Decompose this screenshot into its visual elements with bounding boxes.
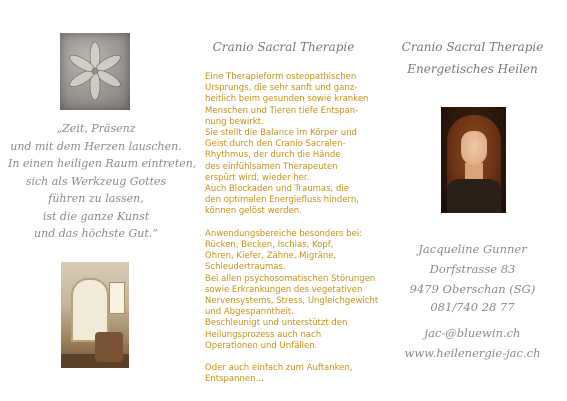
carved-flower-icon xyxy=(60,33,130,110)
room-window xyxy=(109,282,125,314)
text-line: Rücken, Becken, Ischias, Kopf, xyxy=(205,240,334,251)
text-line: Sie stellt die Balance im Körper und xyxy=(205,128,357,139)
stone-flower-image xyxy=(60,33,130,110)
text-line: Anwendungsbereiche besonders bei: xyxy=(205,228,363,239)
text-line: Nervensystems, Stress, Ungleichgewicht xyxy=(205,296,379,307)
text-line: Operationen und Unfällen. xyxy=(205,340,318,351)
text-line: heitlich beim gesunden sowie kranken xyxy=(205,94,369,105)
text-line: Menschen und Tieren tiefe Entspan- xyxy=(205,105,359,116)
quote-line: sich als Werkzeug Gottes xyxy=(25,174,167,188)
quote-line: „Zeit, Präsenz xyxy=(56,122,136,135)
paragraph-gap xyxy=(205,352,381,363)
text-line: Entspannen… xyxy=(205,374,265,385)
text-line: Oder auch einfach zum Auftanken, xyxy=(205,363,353,374)
contact-email: jac-@bluewin.ch xyxy=(424,326,521,340)
contact-city: 9479 Oberschan (SG) xyxy=(409,282,536,296)
text-line: Ohren, Kiefer, Zähne, Migräne, xyxy=(205,251,337,262)
contact-street: Dorfstrasse 83 xyxy=(429,262,516,276)
portrait-face xyxy=(461,131,487,165)
text-line: Rhythmus, der durch die Hände xyxy=(205,150,341,161)
portrait-clothing xyxy=(447,179,501,213)
text-line: nung bewirkt. xyxy=(205,116,264,127)
text-line: Auch Blockaden und Traumas, die xyxy=(205,184,349,195)
contact-website: www.heilenergie-jac.ch xyxy=(404,346,541,360)
contact-name: Jacqueline Gunner xyxy=(418,242,527,256)
quote-line: und das höchste Gut.“ xyxy=(34,227,158,240)
text-line: Eine Therapieform osteopathischen xyxy=(205,72,357,82)
text-line: Beschleunigt und unterstützt den xyxy=(205,318,348,329)
text-line: Geist durch den Cranio Sacralen- xyxy=(205,139,346,150)
text-line: können gelöst werden. xyxy=(205,206,302,217)
right-panel xyxy=(378,0,567,401)
text-line: erspürt wird, wieder her. xyxy=(205,172,310,183)
quote-line: führen zu lassen, xyxy=(48,192,144,205)
quote-line: und mit dem Herzen lauschen. xyxy=(10,139,182,153)
text-line: den optimalen Energiefluss hindern, xyxy=(205,195,359,206)
text-line: Ursprungs, die sehr sanft und ganz- xyxy=(205,83,358,94)
panel-title: Cranio Sacral Therapie xyxy=(212,40,355,54)
therapy-room-image xyxy=(61,262,129,368)
room-chair xyxy=(95,332,123,362)
text-line: Schleudertraumas. xyxy=(205,262,286,273)
text-line: des einfühlsamen Therapeuten xyxy=(205,161,338,172)
quote-line: In einen heiligen Raum eintreten, xyxy=(8,157,197,170)
quote-line: ist die ganze Kunst xyxy=(42,209,150,223)
text-line: Bei allen psychosomatischen Störungen xyxy=(205,273,376,284)
paragraph-gap xyxy=(205,218,381,229)
panel-title: Cranio Sacral Therapie xyxy=(401,40,544,54)
text-line: Heilungsprozess auch nach xyxy=(205,329,322,340)
left-panel xyxy=(0,0,197,401)
quote xyxy=(8,120,197,243)
panel-subtitle: Energetisches Heilen xyxy=(407,62,538,76)
therapist-portrait xyxy=(441,107,506,213)
text-line: und Abgespanntheit. xyxy=(205,307,294,318)
text-line: sowie Erkrankungen des vegetativen xyxy=(205,284,363,295)
description-text xyxy=(205,72,381,386)
contact-phone: 081/740 28 77 xyxy=(430,300,515,314)
